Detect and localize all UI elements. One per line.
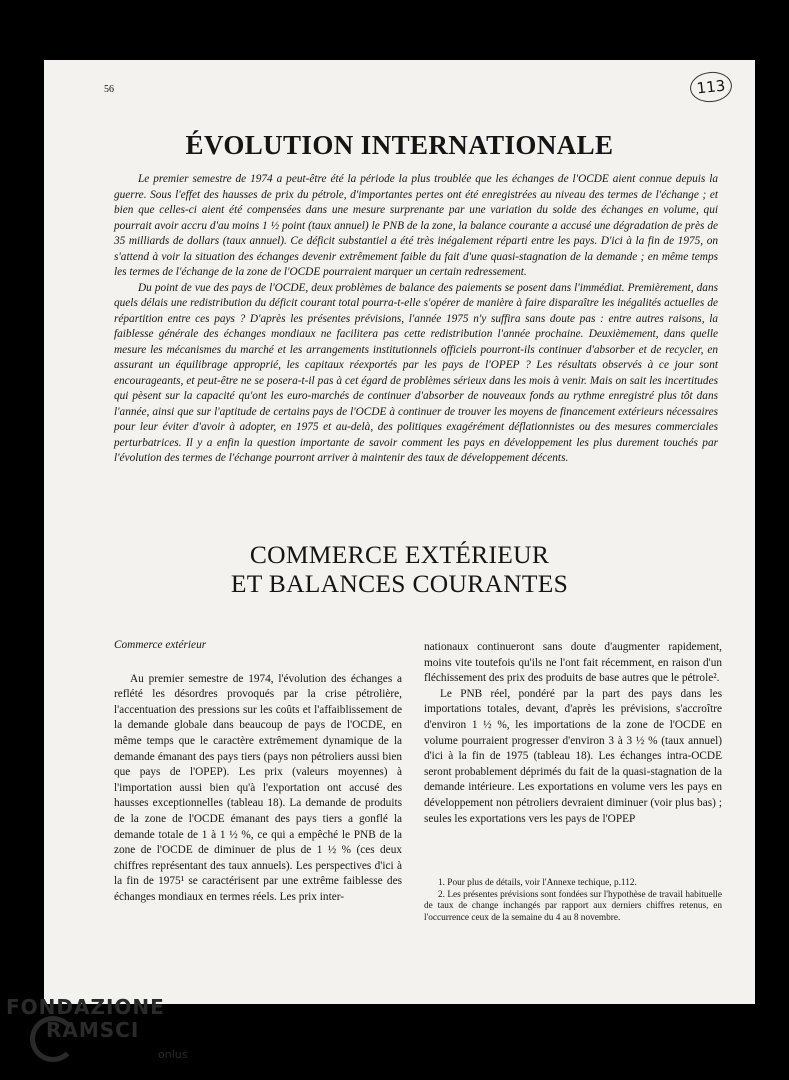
- section-heading-line: COMMERCE EXTÉRIEUR: [249, 540, 550, 569]
- body-paragraph: Au premier semestre de 1974, l'évolution des échanges a reflété les désordres provoqués par la crise pétrolière, l'accentuation des pressions sur les coûts et l'affaiblissement de la demande globale dans beaucoup de pays de l'OCDE, en même temps que le caractère extrêmement dynamique de la demande émanant des pays tiers (pays non pétroliers aussi bien que pays de l'OPEP). Les prix (valeurs moyennes) à l'importation aussi bien qu'à l'exportation ont accusé des hausses exceptionnelles (tableau 18). La demande de produits de la zone de l'OCDE émanant des pays tiers a gonflé la demande totale de 1 à 1 ½ %, ce qui a empêché le PNB de la zone de l'OCDE de diminuer de plus de 1 ½ % (ces deux chiffres représentant des taux annuels). Les perspectives d'ici à la fin de 1975¹ se caractérisent par une extrême faiblesse des échanges mondiaux en termes réels. Les prix inter-: [114, 672, 402, 903]
- footnote: 2. Les présentes prévisions sont fondées sur l'hypothèse de travail habituelle de taux de change inchangés par rapport aux derniers chiffres retenus, en l'occurrence ceux de la semaine du 4 au 8 novembre.: [424, 889, 722, 923]
- intro-paragraph: Le premier semestre de 1974 a peut-être été la période la plus troublée que les échanges de l'OCDE aient connue depuis la guerre. Sous l'effet des hausses de prix du pétrole, d'importantes pertes ont été enregistrées au niveau des termes de l'échange ; et bien que celles-ci aient été compensées dans une mesure surprenante par une variation du solde des échanges en volume, qui pourrait avoir accru d'au moins 1 ½ point (taux annuel) le PNB de la zone, la balance courante a accusé une dégradation de près de 35 milliards de dollars (taux annuel). Ce déficit substantiel a été très inégalement réparti entre les pays. D'ici à la fin de 1975, on s'attend à voir la situation des échanges devenir extrêmement faible du fait d'une quasi-stagnation de la demande ; en même temps les termes de l'échange de la zone de l'OCDE pourraient marquer un certain redressement.: [114, 173, 718, 278]
- body-paragraph: nationaux continueront sans doute d'augmenter rapidement, moins vite toutefois qu'ils ne l'ont fait récemment, en raison d'un fléchissement des prix des produits de base autres que le pétrole².: [424, 641, 722, 685]
- left-column: [114, 638, 402, 906]
- footnotes: [424, 878, 722, 924]
- section-heading: [44, 540, 755, 598]
- section-heading-line: ET BALANCES COURANTES: [230, 569, 569, 598]
- intro-paragraph: Du point de vue des pays de l'OCDE, deux problèmes de balance des paiements se posent dans l'immédiat. Premièrement, dans quels délais une redistribution du déficit courant total pourra-t-elle s'opérer de manière à faire disparaître les inégalités actuelles de répartition entre ces pays ? D'après les présentes prévisions, l'année 1975 n'y suffira sans doute pas : entre autres raisons, la faiblesse générale des échanges mondiaux ne facilitera pas cette redistribution l'année prochaine. Deuxièmement, dans quelle mesure les mécanismes du marché et les arrangements institutionnels officiels pourront-ils continuer d'absorber et de recycler, en assurant un équilibrage approprié, les capitaux réexportés par les pays de l'OPEP ? Les résultats observés à ce jour sont encourageants, et peut-être ne se posera-t-il pas à cet égard de problèmes sérieux dans les mois à venir. Mais on sait les incertitudes qui pèsent sur la capacité qu'ont les euro-marchés de continuer d'absorber de nouveaux fonds au rythme enregistré plus tôt dans l'année, ainsi que sur l'aptitude de certains pays de l'OCDE à continuer de trouver les moyens de financement extérieurs nécessaires pour leur éviter d'avoir à adopter, en 1975 et au-delà, des politiques exagérément déflationnistes ou des mesures commerciales perturbatrices. Il y a enfin la question importante de savoir comment les pays en développement les plus durement touchés par l'évolution des termes de l'échange pourront arriver à maintenir des taux de développement décents.: [114, 281, 718, 464]
- body-paragraph: Le PNB réel, pondéré par la part des pays dans les importations totales, devant, d'après les prévisions, s'accroître d'environ 1 ½ %, les importations de la zone de l'OCDE en volume pourraient progresser d'environ 3 à 3 ½ % (taux annuel) d'ici à la fin de 1975 (tableau 18). Les échanges intra-OCDE seront probablement déprimés du fait de la quasi-stagnation de la demande intérieure. Les exportations en volume vers les pays en développement non pétroliers devraient diminuer (voir plus bas) ; seules les exportations vers les pays de l'OPEP: [424, 687, 722, 825]
- document-page: [44, 60, 755, 1004]
- page-number: 56: [104, 84, 114, 95]
- footnote: 1. Pour plus de détails, voir l'Annexe techique, p.112.: [438, 878, 637, 888]
- subheading: Commerce extérieur: [114, 639, 207, 651]
- right-column: [424, 640, 722, 827]
- page-title: ÉVOLUTION INTERNATIONALE: [185, 130, 614, 160]
- watermark-line1: FONDAZIONE: [6, 995, 165, 1019]
- watermark-line3: onlus: [158, 1048, 188, 1061]
- archive-stamp: 113: [689, 70, 734, 104]
- watermark-line2: RAMSCI: [46, 1018, 140, 1042]
- intro-section: [114, 172, 718, 467]
